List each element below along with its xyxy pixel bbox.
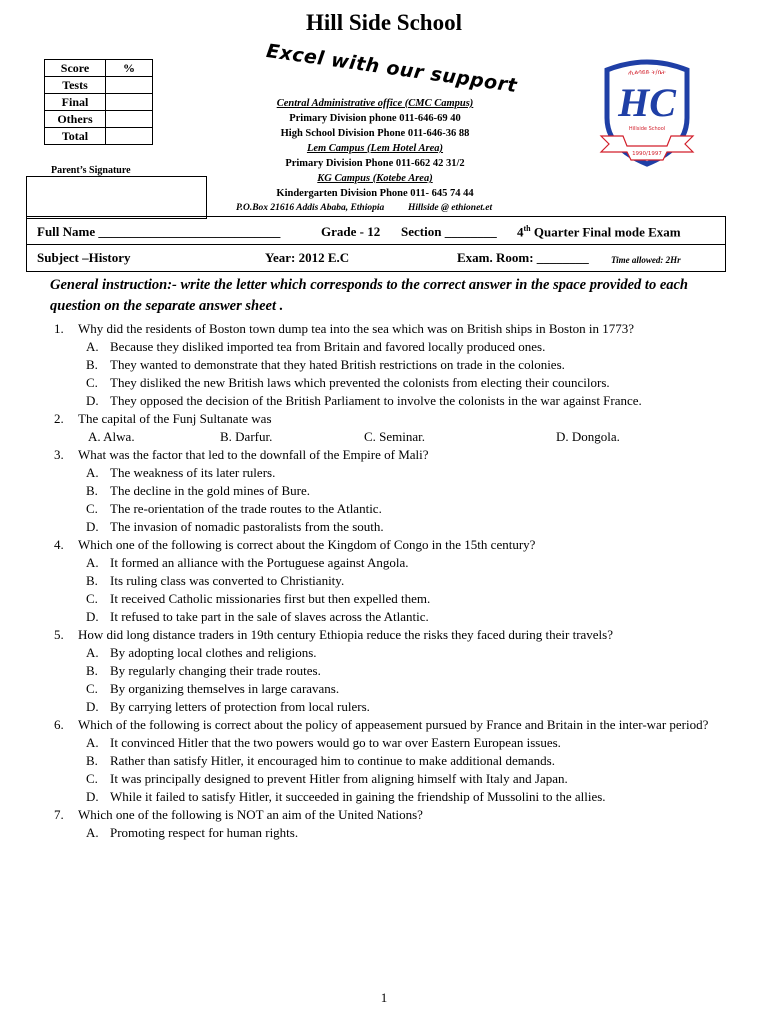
address-line-lem: Lem Campus (Lem Hotel Area) <box>306 143 444 154</box>
option-text: While it failed to satisfy Hitler, it succeeded in gaining the friendship of Mussolini to the allies. <box>110 789 606 804</box>
score-row-value[interactable] <box>106 77 153 94</box>
score-row-value[interactable] <box>106 94 153 111</box>
question-number: 6. <box>54 717 64 732</box>
option-letter: A. <box>86 735 99 750</box>
option-text: By adopting local clothes and religions. <box>110 645 317 660</box>
option-text: The invasion of nomadic pastoralists from the south. <box>110 519 384 534</box>
option-text: They disliked the new British laws which prevented the colonists from electing their councilors. <box>110 375 610 390</box>
question-text: What was the factor that led to the downfall of the Empire of Mali? <box>78 447 429 462</box>
option-text: By regularly changing their trade routes. <box>110 663 321 678</box>
score-row <box>45 94 153 111</box>
option-text: Rather than satisfy Hitler, it encouraged him to continue to make additional demands. <box>110 753 555 768</box>
score-row <box>45 111 153 128</box>
option-text: The weakness of its later rulers. <box>110 465 276 480</box>
score-row-label: Score <box>45 60 106 77</box>
option-text: It formed an alliance with the Portuguese against Angola. <box>110 555 409 570</box>
full-name-field[interactable]: Full Name ____________________________ <box>37 224 281 239</box>
question-text: How did long distance traders in 19th century Ethiopia reduce the risks they faced during their travels? <box>78 627 613 642</box>
address-line-kg: KG Campus (Kotebe Area) <box>317 173 433 184</box>
address-email: Hillside @ ethionet.et <box>408 203 493 213</box>
parent-signature-box[interactable] <box>26 176 207 219</box>
score-row-label: Others <box>45 111 106 128</box>
score-table <box>44 59 153 145</box>
question-number: 5. <box>54 627 64 642</box>
year-label: Year: 2012 E.C <box>265 250 350 265</box>
option-letter: B. <box>86 573 98 588</box>
answer-option <box>54 518 714 536</box>
address-line-kg-phone: Kindergarten Division Phone 011- 645 74 44 <box>276 188 474 199</box>
option-letter: A. <box>86 339 99 354</box>
question-text: Which one of the following is correct about the Kingdom of Congo in the 15th century? <box>78 537 536 552</box>
score-row <box>45 77 153 94</box>
logo-letters: HC <box>618 80 676 125</box>
answer-option <box>54 644 714 662</box>
answer-option <box>54 392 714 410</box>
school-logo <box>597 56 697 168</box>
option-text: It received Catholic missionaries first but then expelled them. <box>110 591 431 606</box>
general-instruction: General instruction:- write the letter which corresponds to the correct answer in the space provided to each question on the separate answer sheet . <box>50 277 688 314</box>
answer-option <box>54 500 714 518</box>
address-line-primary-phone: Primary Division phone 011-646-69 40 <box>289 113 461 124</box>
answer-option <box>54 680 714 698</box>
answer-option <box>54 752 714 770</box>
question-text: The capital of the Funj Sultanate was <box>78 411 272 426</box>
question-number: 1. <box>54 321 64 336</box>
address-line-lem-phone: Primary Division Phone 011-662 42 31/2 <box>285 158 465 169</box>
option-letter: B. <box>86 753 98 768</box>
inline-options <box>54 428 714 446</box>
option-text: By organizing themselves in large caravans. <box>110 681 340 696</box>
question-number: 2. <box>54 411 64 426</box>
option-text: By carrying letters of protection from local rulers. <box>110 699 370 714</box>
score-row-value[interactable] <box>106 128 153 145</box>
answer-option: D. Dongola. <box>556 429 620 444</box>
option-text: Promoting respect for human rights. <box>110 825 299 840</box>
logo-sub-text: Hillside School <box>628 126 666 132</box>
answer-option <box>54 482 714 500</box>
logo-ribbon-text: 1990/1997 <box>632 151 662 157</box>
exam-info-box <box>26 216 726 272</box>
option-letter: D. <box>86 519 99 534</box>
question-number: 3. <box>54 447 64 462</box>
page-number: 1 <box>380 990 388 1005</box>
answer-option <box>54 824 714 842</box>
question-item <box>54 536 714 626</box>
option-letter: A. <box>86 465 99 480</box>
question-text: Why did the residents of Boston town dump tea into the sea which was on British ships in Boston in 1773? <box>78 321 635 336</box>
question-item <box>54 806 714 842</box>
question-item <box>54 716 714 806</box>
option-text: It refused to take part in the sale of slaves across the Atlantic. <box>110 609 429 624</box>
score-row-value[interactable] <box>106 111 153 128</box>
option-text: The re-orientation of the trade routes to the Atlantic. <box>110 501 382 516</box>
score-row-label: Total <box>45 128 106 145</box>
option-letter: C. <box>86 375 98 390</box>
answer-option <box>54 464 714 482</box>
score-row <box>45 60 153 77</box>
address-pobox: P.O.Box 21616 Addis Ababa, Ethiopia <box>236 203 385 213</box>
answer-option <box>54 374 714 392</box>
address-line-cmc: Central Administrative office (CMC Campus) <box>276 98 474 109</box>
question-number: 4. <box>54 537 64 552</box>
school-name: Hill Side School <box>306 10 462 35</box>
parent-signature-label: Parent’s Signature <box>51 165 131 176</box>
option-letter: B. <box>86 483 98 498</box>
question-item <box>54 626 714 716</box>
option-letter: A. <box>86 645 99 660</box>
score-row-label: Tests <box>45 77 106 94</box>
school-motto: Excel with our support <box>264 40 519 97</box>
logo-top-text: ሒልሳይድ ት/ቤት <box>628 69 666 76</box>
grade-label: Grade - 12 <box>321 224 381 239</box>
option-letter: D. <box>86 699 99 714</box>
address-line-highschool-phone: High School Division Phone 011-646-36 88 <box>280 128 470 139</box>
answer-option <box>54 608 714 626</box>
question-item <box>54 320 714 410</box>
answer-option <box>54 698 714 716</box>
question-text: Which one of the following is NOT an aim of the United Nations? <box>78 807 423 822</box>
option-text: They wanted to demonstrate that they hated British restrictions on trade in the colonies. <box>110 357 565 372</box>
option-text: It convinced Hitler that the two powers would go to war over Eastern European issues. <box>110 735 561 750</box>
option-letter: C. <box>86 591 98 606</box>
answer-option: A. Alwa. <box>88 429 135 444</box>
answer-option <box>54 338 714 356</box>
section-field[interactable]: Section ________ <box>401 224 497 239</box>
option-text: Its ruling class was converted to Christianity. <box>110 573 345 588</box>
answer-option <box>54 572 714 590</box>
option-letter: B. <box>86 357 98 372</box>
option-text: It was principally designed to prevent Hitler from aligning himself with Italy and Japan. <box>110 771 568 786</box>
question-number: 7. <box>54 807 64 822</box>
option-letter: C. <box>86 501 98 516</box>
exam-room-field[interactable]: Exam. Room: ________ <box>457 250 589 265</box>
time-allowed: Time allowed: 2Hr <box>611 255 681 265</box>
option-text: The decline in the gold mines of Bure. <box>110 483 311 498</box>
answer-option: B. Darfur. <box>220 429 273 444</box>
question-item <box>54 446 714 536</box>
answer-option <box>54 662 714 680</box>
subject-label: Subject –History <box>37 250 131 265</box>
question-list <box>54 320 714 842</box>
option-letter: D. <box>86 789 99 804</box>
score-row <box>45 128 153 145</box>
score-row-value[interactable]: % <box>106 60 153 77</box>
option-letter: D. <box>86 609 99 624</box>
option-text: Because they disliked imported tea from Britain and favored locally produced ones. <box>110 339 546 354</box>
answer-option <box>54 770 714 788</box>
answer-option <box>54 590 714 608</box>
answer-option <box>54 788 714 806</box>
answer-option: C. Seminar. <box>364 429 426 444</box>
answer-option <box>54 356 714 374</box>
option-letter: A. <box>86 555 99 570</box>
question-text: Which of the following is correct about the policy of appeasement pursued by France and Britain in the inter-war period? <box>78 717 709 732</box>
option-letter: D. <box>86 393 99 408</box>
quarter-label: 4th Quarter Final mode Exam <box>517 224 681 240</box>
option-letter: C. <box>86 681 98 696</box>
option-letter: A. <box>86 825 99 840</box>
option-text: They opposed the decision of the British Parliament to involve the colonists in the war against France. <box>110 393 642 408</box>
option-letter: C. <box>86 771 98 786</box>
option-letter: B. <box>86 663 98 678</box>
answer-option <box>54 734 714 752</box>
question-item <box>54 410 714 446</box>
score-row-label: Final <box>45 94 106 111</box>
answer-option <box>54 554 714 572</box>
contact-address <box>230 96 520 216</box>
